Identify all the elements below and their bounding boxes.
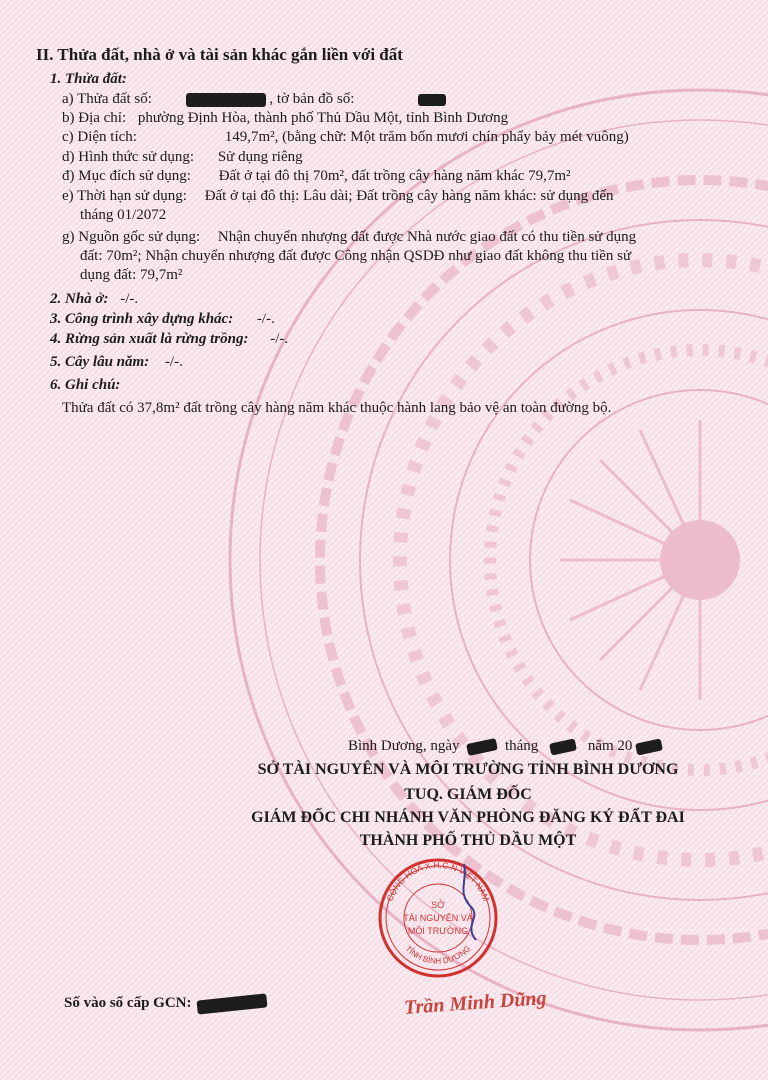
- authority-line-1: SỞ TÀI NGUYÊN VÀ MÔI TRƯỜNG TỈNH BÌNH DƯƠNG: [257, 761, 679, 778]
- origin-value: Nhận chuyển nhượng đất được Nhà nước giao đất có thu tiền sử dụng: [217, 229, 637, 245]
- date-place: Bình Dương, ngày: [348, 738, 460, 754]
- redacted-parcel-number: [186, 93, 266, 107]
- seal-center-line-2: TÀI NGUYÊN VÀ: [403, 913, 473, 923]
- usage-form-row: [62, 148, 303, 166]
- authority-line-3: GIÁM ĐỐC CHI NHÁNH VĂN PHÒNG ĐĂNG KÝ ĐẤT ĐAI: [251, 809, 685, 826]
- seal-center-line-1: SỞ: [431, 900, 445, 910]
- perennial-label: 5. Cây lâu năm:: [50, 354, 150, 370]
- origin-value-continued-2: dụng đất: 79,7m²: [80, 267, 183, 283]
- construction-row: [50, 310, 275, 328]
- redacted-map-sheet-number: [418, 94, 446, 106]
- usage-form-value: Sử dụng riêng: [217, 149, 303, 165]
- address-value: phường Định Hòa, thành phố Thủ Dầu Một, tỉnh Bình Dương: [137, 110, 509, 126]
- authority-line-2: TUQ. GIÁM ĐỐC: [404, 786, 532, 803]
- term-value-continued: tháng 01/2072: [80, 207, 167, 223]
- date-line: [348, 737, 662, 755]
- house-value: -/-.: [120, 291, 139, 307]
- section-heading: II. Thửa đất, nhà ở và tài sản khác gắn liền với đất: [36, 45, 403, 64]
- forest-value: -/-.: [270, 331, 289, 347]
- seal-center-line-3: MÔI TRƯỜNG: [407, 926, 469, 936]
- origin-value-continued-1: đất: 70m²; Nhận chuyển nhượng đất được Công nhận QSDĐ như giao đất không thu tiền sử: [80, 248, 632, 264]
- construction-label: 3. Công trình xây dựng khác:: [50, 311, 234, 327]
- seal-ring-text: CỘNG HÒA X.H.C.N VIỆT NAM: [384, 859, 492, 903]
- redacted-day: [466, 738, 498, 756]
- redacted-year: [635, 738, 663, 755]
- origin-row: [62, 228, 636, 246]
- term-value: Đất ở tại đô thị: Lâu dài; Đất trồng cây hàng năm khác: sử dụng đến: [204, 188, 614, 204]
- authority-line-4: THÀNH PHỐ THỦ DẦU MỘT: [359, 832, 577, 849]
- parcel-title: 1. Thửa đất:: [50, 71, 127, 87]
- construction-value: -/-.: [256, 311, 275, 327]
- official-seal-stamp: [368, 852, 508, 982]
- date-year-label: năm 20: [587, 738, 633, 754]
- purpose-label: đ) Mục đích sử dụng:: [62, 168, 191, 184]
- forest-label: 4. Rừng sản xuất là rừng trồng:: [50, 331, 249, 347]
- redacted-month: [549, 738, 577, 755]
- term-row: [62, 187, 614, 205]
- perennial-value: -/-.: [164, 354, 183, 370]
- redacted-register-number: [197, 993, 268, 1014]
- register-label: Số vào sổ cấp GCN:: [64, 995, 192, 1011]
- perennial-row: [50, 353, 183, 371]
- house-label: 2. Nhà ở:: [50, 291, 109, 307]
- notes-label: 6. Ghi chú:: [50, 377, 121, 393]
- area-row: [62, 128, 629, 146]
- parcel-number-row: [62, 90, 446, 108]
- parcel-number-label: a) Thửa đất số:: [62, 91, 152, 107]
- map-sheet-label: , tờ bản đồ số:: [269, 91, 355, 107]
- address-label: b) Địa chỉ:: [62, 110, 127, 126]
- signer-name-signature: Trần Minh Dũng: [403, 987, 548, 1019]
- usage-form-label: d) Hình thức sử dụng:: [62, 149, 195, 165]
- house-row: [50, 290, 138, 308]
- purpose-value: Đất ở tại đô thị 70m², đất trồng cây hàng năm khác 79,7m²: [218, 168, 571, 184]
- notes-value: Thửa đất có 37,8m² đất trồng cây hàng năm khác thuộc hành lang bảo vệ an toàn đường bộ.: [62, 400, 612, 416]
- term-label: e) Thời hạn sử dụng:: [62, 188, 187, 204]
- origin-label: g) Nguồn gốc sử dụng:: [62, 229, 201, 245]
- address-row: [62, 109, 508, 127]
- register-row: [64, 994, 267, 1012]
- purpose-row: [62, 167, 571, 185]
- area-label: c) Diện tích:: [62, 129, 137, 145]
- date-month-label: tháng: [504, 738, 539, 754]
- seal-bottom-text: TỈNH BÌNH DƯƠNG: [403, 944, 473, 966]
- area-value: 149,7m², (bằng chữ: Một trăm bốn mươi chín phẩy bảy mét vuông): [224, 129, 629, 145]
- forest-row: [50, 330, 288, 348]
